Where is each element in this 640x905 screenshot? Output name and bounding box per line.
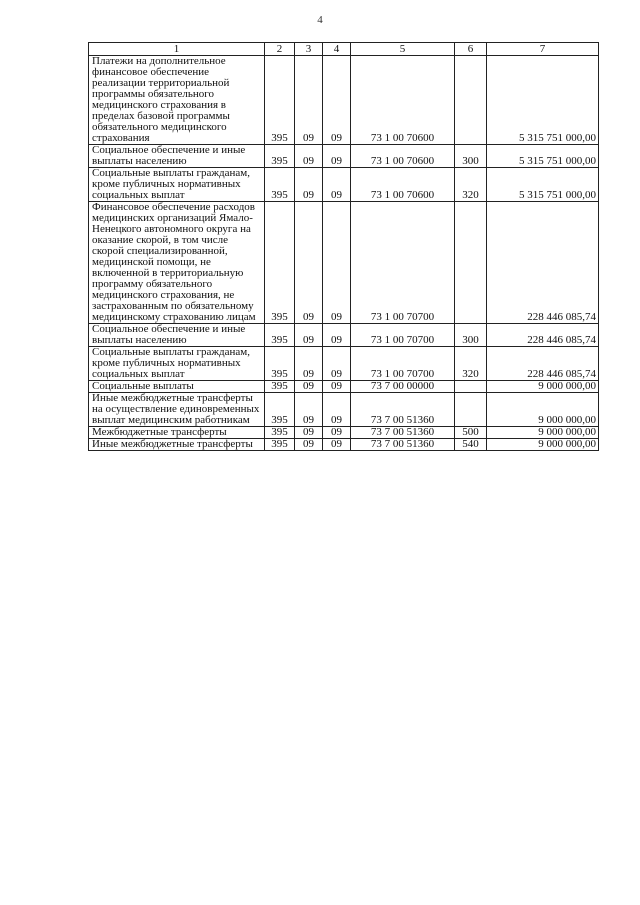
row-name: Социальные выплаты гражданам, кроме публичных нормативных социальных выплат [89, 347, 265, 381]
row-col-4: 09 [323, 56, 351, 145]
row-name: Социальные выплаты гражданам, кроме публичных нормативных социальных выплат [89, 168, 265, 202]
row-name: Социальные выплаты [89, 381, 265, 393]
table-row [89, 439, 599, 451]
row-amount: 9 000 000,00 [487, 381, 599, 393]
table-row [89, 324, 599, 347]
header-cell-6: 6 [455, 43, 487, 56]
row-col-3: 09 [295, 381, 323, 393]
row-col-2: 395 [265, 145, 295, 168]
row-col-4: 09 [323, 202, 351, 324]
row-col-2: 395 [265, 56, 295, 145]
row-col-6 [455, 202, 487, 324]
row-col-3: 09 [295, 168, 323, 202]
row-name: Иные межбюджетные трансферты [89, 439, 265, 451]
row-col-5: 73 1 00 70700 [351, 347, 455, 381]
row-amount: 9 000 000,00 [487, 439, 599, 451]
row-col-2: 395 [265, 381, 295, 393]
row-col-2: 395 [265, 202, 295, 324]
row-col-4: 09 [323, 347, 351, 381]
row-col-4: 09 [323, 324, 351, 347]
row-name: Социальное обеспечение и иные выплаты населению [89, 324, 265, 347]
row-col-4: 09 [323, 427, 351, 439]
header-cell-5: 5 [351, 43, 455, 56]
page-number: 4 [317, 14, 323, 26]
row-name: Финансовое обеспечение расходов медицинских организаций Ямало-Ненецкого автономного округа на оказание скорой, в том числе скорой специализированной, медицинской помощи, не включенной в территориальную программу обязательного медицинского страхования, не застрахованным по обязательному медицинскому страхованию лицам [89, 202, 265, 324]
row-amount: 9 000 000,00 [487, 393, 599, 427]
header-cell-3: 3 [295, 43, 323, 56]
row-col-5: 73 7 00 51360 [351, 439, 455, 451]
row-col-2: 395 [265, 439, 295, 451]
header-cell-1: 1 [89, 43, 265, 56]
row-col-3: 09 [295, 56, 323, 145]
row-amount: 228 446 085,74 [487, 347, 599, 381]
row-amount: 9 000 000,00 [487, 427, 599, 439]
row-col-6: 320 [455, 168, 487, 202]
row-col-5: 73 1 00 70700 [351, 324, 455, 347]
table-row [89, 393, 599, 427]
header-row [89, 43, 599, 56]
row-col-2: 395 [265, 347, 295, 381]
row-name: Межбюджетные трансферты [89, 427, 265, 439]
row-col-6 [455, 56, 487, 145]
row-col-6: 300 [455, 324, 487, 347]
row-col-2: 395 [265, 427, 295, 439]
row-col-6: 320 [455, 347, 487, 381]
table-row [89, 145, 599, 168]
row-col-3: 09 [295, 347, 323, 381]
row-col-2: 395 [265, 393, 295, 427]
row-col-6: 500 [455, 427, 487, 439]
header-cell-7: 7 [487, 43, 599, 56]
row-col-6 [455, 393, 487, 427]
row-col-3: 09 [295, 427, 323, 439]
table-row [89, 347, 599, 381]
row-col-3: 09 [295, 202, 323, 324]
row-col-3: 09 [295, 439, 323, 451]
budget-table [88, 42, 599, 451]
row-col-3: 09 [295, 145, 323, 168]
table-row [89, 381, 599, 393]
row-col-3: 09 [295, 393, 323, 427]
row-col-5: 73 1 00 70700 [351, 202, 455, 324]
row-col-5: 73 7 00 00000 [351, 381, 455, 393]
row-col-5: 73 7 00 51360 [351, 393, 455, 427]
row-col-6: 540 [455, 439, 487, 451]
row-amount: 5 315 751 000,00 [487, 168, 599, 202]
table-row [89, 56, 599, 145]
row-col-5: 73 1 00 70600 [351, 145, 455, 168]
row-col-6 [455, 381, 487, 393]
row-col-4: 09 [323, 439, 351, 451]
row-col-5: 73 1 00 70600 [351, 168, 455, 202]
table-row [89, 168, 599, 202]
row-col-4: 09 [323, 168, 351, 202]
row-amount: 5 315 751 000,00 [487, 145, 599, 168]
row-name: Иные межбюджетные трансферты на осуществление единовременных выплат медицинским работникам [89, 393, 265, 427]
row-col-4: 09 [323, 393, 351, 427]
row-col-2: 395 [265, 324, 295, 347]
row-amount: 228 446 085,74 [487, 202, 599, 324]
row-col-4: 09 [323, 145, 351, 168]
row-col-6: 300 [455, 145, 487, 168]
table-row [89, 202, 599, 324]
row-amount: 5 315 751 000,00 [487, 56, 599, 145]
row-col-2: 395 [265, 168, 295, 202]
row-name: Социальное обеспечение и иные выплаты населению [89, 145, 265, 168]
table-row [89, 427, 599, 439]
row-name: Платежи на дополнительное финансовое обеспечение реализации территориальной программы обязательного медицинского страхования в пределах базовой программы обязательного медицинского страхования [89, 56, 265, 145]
row-amount: 228 446 085,74 [487, 324, 599, 347]
row-col-5: 73 1 00 70600 [351, 56, 455, 145]
row-col-4: 09 [323, 381, 351, 393]
header-cell-2: 2 [265, 43, 295, 56]
header-cell-4: 4 [323, 43, 351, 56]
row-col-5: 73 7 00 51360 [351, 427, 455, 439]
row-col-3: 09 [295, 324, 323, 347]
